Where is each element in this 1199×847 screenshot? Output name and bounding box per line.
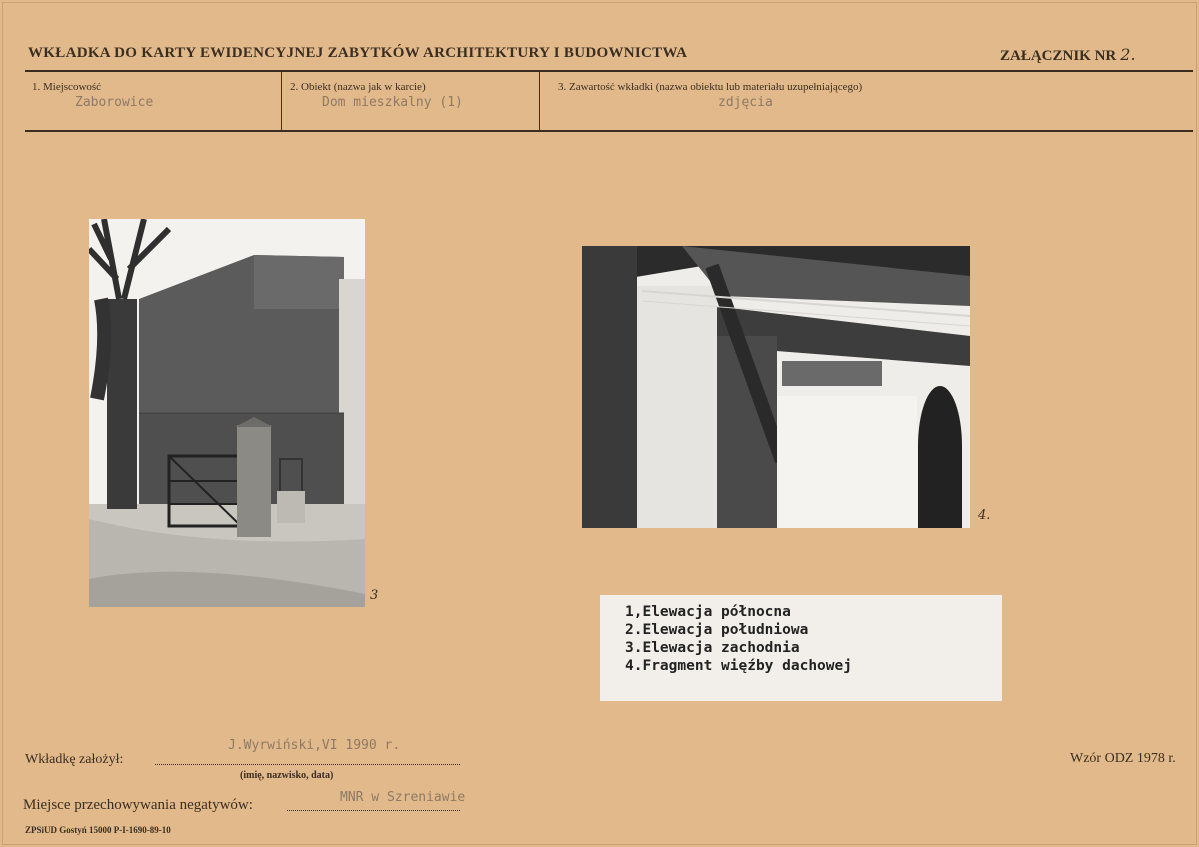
form-title: WKŁADKA DO KARTY EWIDENCYJNEJ ZABYTKÓW ARCHITEKTURY I BUDOWNICTWA (28, 45, 688, 61)
annex-label: ZAŁĄCZNIK NR (1000, 48, 1117, 64)
header-rule-top (25, 70, 1193, 72)
annex-number-value: 2. (1120, 45, 1136, 64)
founder-label: Wkładkę założył: (25, 752, 124, 767)
founder-dotted-line (155, 764, 460, 765)
field-divider-2 (539, 72, 540, 130)
field-label-object: 2. Obiekt (nazwa jak w karcie) (290, 81, 426, 93)
field-divider-1 (281, 72, 282, 130)
storage-label: Miejsce przechowywania negatywów: (23, 797, 253, 813)
caption-item: 2.Elewacja południowa (625, 622, 809, 638)
field-value-object: Dom mieszkalny (1) (322, 95, 463, 110)
annex-number (1000, 45, 1136, 65)
header-rule-bottom (25, 130, 1193, 132)
caption-item: 1,Elewacja północna (625, 604, 791, 620)
field-label-locality: 1. Miejscowość (32, 81, 102, 93)
truss-photo-image (582, 246, 970, 528)
storage-value: MNR w Szreniawie (340, 790, 466, 805)
field-value-locality: Zaborowice (75, 95, 154, 110)
building-photo-image (89, 219, 365, 607)
field-label-content: 3. Zawartość wkładki (nazwa obiektu lub materiału uzupełniającego) (558, 81, 863, 93)
photo-number-3: 3 (370, 588, 379, 603)
caption-item: 4.Fragment więźby dachowej (625, 658, 852, 674)
founder-hint: (imię, nazwisko, data) (240, 770, 334, 781)
caption-list (600, 595, 1002, 675)
pattern-label: Wzór ODZ 1978 r. (1070, 751, 1176, 766)
field-value-content: zdjęcia (718, 95, 773, 110)
founder-value: J.Wyrwiński,VI 1990 r. (228, 738, 401, 753)
photo-roof-truss (582, 246, 970, 528)
caption-card (600, 595, 1002, 701)
photo-building-elevation (89, 219, 365, 607)
printer-imprint: ZPSiUD Gostyń 15000 P-I-1690-89-10 (25, 825, 171, 835)
photo-number-4: 4. (978, 508, 991, 523)
storage-dotted-line (287, 810, 460, 811)
caption-item: 3.Elewacja zachodnia (625, 640, 800, 656)
